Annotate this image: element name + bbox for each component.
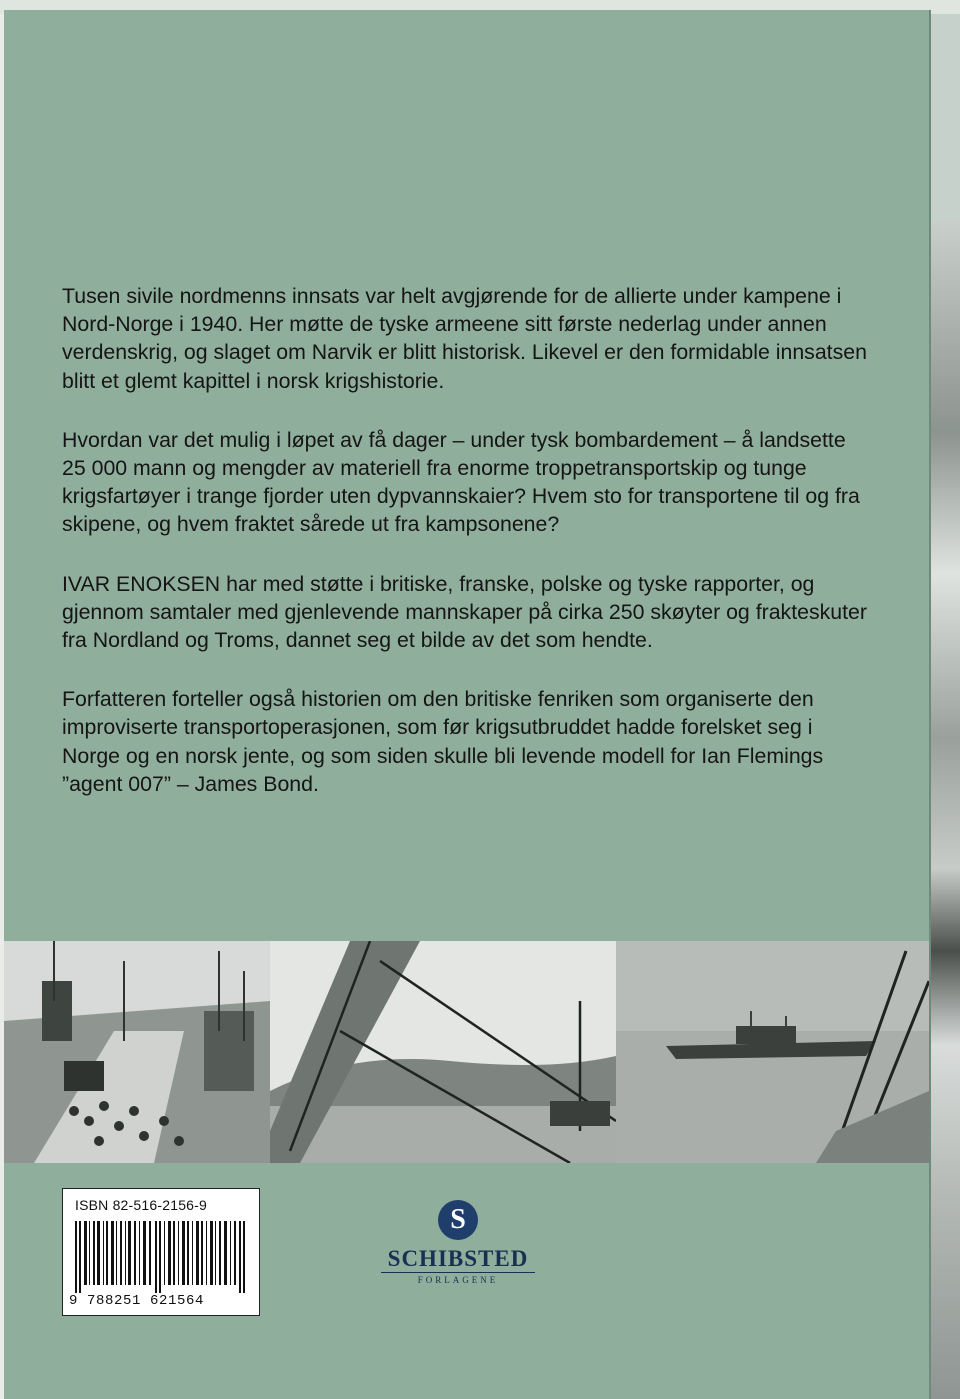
isbn-label: ISBN 82-516-2156-9	[75, 1197, 208, 1213]
publisher-logo	[378, 1200, 538, 1285]
photo-warship	[616, 941, 929, 1163]
photo-strip	[4, 941, 929, 1163]
spine-photo-strip	[930, 220, 960, 1399]
photo-fjord-rigging	[270, 941, 616, 1163]
isbn-barcode-box	[62, 1188, 260, 1316]
publisher-name: SCHIBSTED	[387, 1246, 529, 1271]
barcode-digits: 9 788251 621564	[69, 1293, 205, 1309]
blurb-paragraph-4: Forfatteren forteller også historien om den britiske fenriken som organiserte den improviserte transportoperasjonen, som før krigsutbruddet hadde forelsket seg i Norge og en norsk jente, og som siden skulle bli levende modell for Ian Flemings ”agent 007” – James Bond.	[62, 687, 824, 796]
publisher-subtitle: FORLAGENE	[417, 1275, 499, 1285]
spine-edge	[930, 14, 960, 220]
publisher-rule	[381, 1272, 535, 1273]
blurb-paragraph-2: Hvordan var det mulig i løpet av få dager – under tysk bombardement – å landsette 25 000 mann og mengder av materiell fra enorme troppetransportskip og tunge krigsfartøyer i trange fjorder uten dypvannskaier? Hvem sto for transportene til og fra skipene, og hvem fraktet sårede ut fra kampsonene?	[62, 427, 860, 537]
blurb-text	[62, 282, 874, 829]
blurb-paragraph-1: Tusen sivile nordmenns innsats var helt avgjørende for de allierte under kampene i Nord-Norge i 1940. Her møtte de tyske armeene sitt første nederlag under annen verdenskrig, og slaget om Narvik er blitt historisk. Likevel er den formidable innsatsen blitt et glemt kapittel i norsk krigshistorie.	[62, 284, 867, 393]
barcode	[73, 1221, 249, 1293]
blurb-paragraph-3: IVAR ENOKSEN har med støtte i britiske, franske, polske og tyske rapporter, og gjennom samtaler med gjenlevende mannskaper på cirka 250 skøyter og frakteskuter fra Nordland og Troms, dannet seg et bilde av det som hendte.	[62, 571, 867, 653]
publisher-s-icon: S	[438, 1200, 478, 1240]
photo-harbor-quay	[4, 941, 270, 1163]
